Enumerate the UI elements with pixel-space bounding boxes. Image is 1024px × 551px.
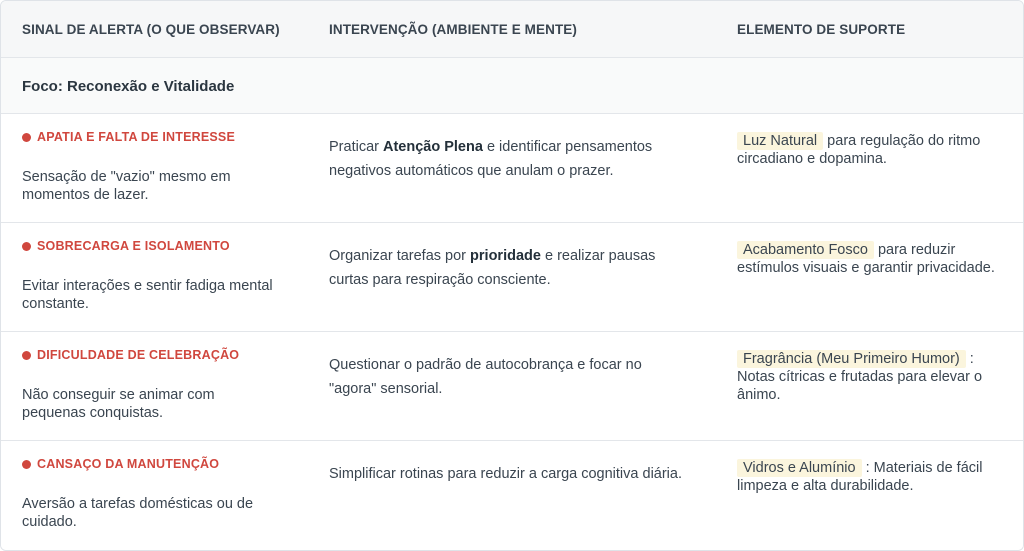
intervention-emphasis: Atenção Plena (383, 139, 483, 155)
intervention-text-start: Praticar (329, 139, 383, 155)
support-highlight: Acabamento Fosco (737, 241, 874, 259)
intervention-text (329, 244, 679, 292)
table-header (1, 1, 1024, 58)
alert-label (22, 457, 302, 471)
alert-description: Aversão a tarefas domésticas ou de cuidado. (22, 496, 254, 530)
alert-label (22, 239, 302, 253)
alert-dot-icon (22, 242, 31, 251)
alert-dot-icon (22, 460, 31, 469)
table-row (1, 441, 1024, 550)
support-text (737, 459, 1012, 495)
section-title: Foco: Reconexão e Vitalidade (22, 78, 235, 95)
intervention-text (329, 462, 714, 486)
support-text (737, 241, 1017, 277)
support-text (737, 132, 1017, 168)
intervention-text (329, 353, 674, 401)
intervention-text-end: e identificar pensamentos negativos automáticos que anulam o prazer. (329, 139, 653, 179)
header-alert-signal: SINAL DE ALERTA (O QUE OBSERVAR) (22, 22, 280, 37)
alert-label (22, 348, 302, 362)
alert-text: SOBRECARGA E ISOLAMENTO (37, 239, 230, 253)
alert-description: Sensação de "vazio" mesmo em momentos de lazer. (22, 169, 231, 203)
alert-text: APATIA E FALTA DE INTERESSE (37, 130, 236, 144)
support-detail: para regulação do ritmo circadiano e dopamina. (737, 133, 981, 167)
table-row (1, 332, 1024, 441)
header-intervention: INTERVENÇÃO (AMBIENTE E MENTE) (329, 22, 578, 37)
support-highlight: Vidros e Alumínio (737, 459, 862, 477)
table-row (1, 114, 1024, 223)
alert-label (22, 130, 302, 144)
header-support: ELEMENTO DE SUPORTE (737, 22, 906, 37)
alert-description: Evitar interações e sentir fadiga mental constante. (22, 278, 273, 312)
alert-dot-icon (22, 351, 31, 360)
alert-text: DIFICULDADE DE CELEBRAÇÃO (37, 348, 240, 362)
intervention-text-end: e realizar pausas curtas para respiração consciente. (329, 248, 656, 288)
support-detail: para reduzir estímulos visuais e garantir privacidade. (737, 242, 995, 276)
alert-dot-icon (22, 133, 31, 142)
support-detail: : Notas cítricas e frutadas para elevar o ânimo. (737, 351, 983, 403)
section-row (1, 58, 1024, 114)
intervention-text-start: Questionar o padrão de autocobrança e focar no "agora" sensorial. (329, 357, 642, 397)
intervention-emphasis: prioridade (470, 248, 541, 264)
support-highlight: Luz Natural (737, 132, 823, 150)
intervention-text-start: Organizar tarefas por (329, 248, 471, 264)
alert-text: CANSAÇO DA MANUTENÇÃO (37, 457, 220, 471)
alert-description: Não conseguir se animar com pequenas conquistas. (22, 387, 215, 421)
intervention-text (329, 135, 689, 183)
support-detail: : Materiais de fácil limpeza e alta durabilidade. (737, 460, 983, 494)
intervention-text-start: Simplificar rotinas para reduzir a carga cognitiva diária. (329, 466, 682, 482)
support-text (737, 350, 1007, 404)
table-row (1, 223, 1024, 332)
support-highlight: Fragrância (Meu Primeiro Humor) (737, 350, 966, 368)
